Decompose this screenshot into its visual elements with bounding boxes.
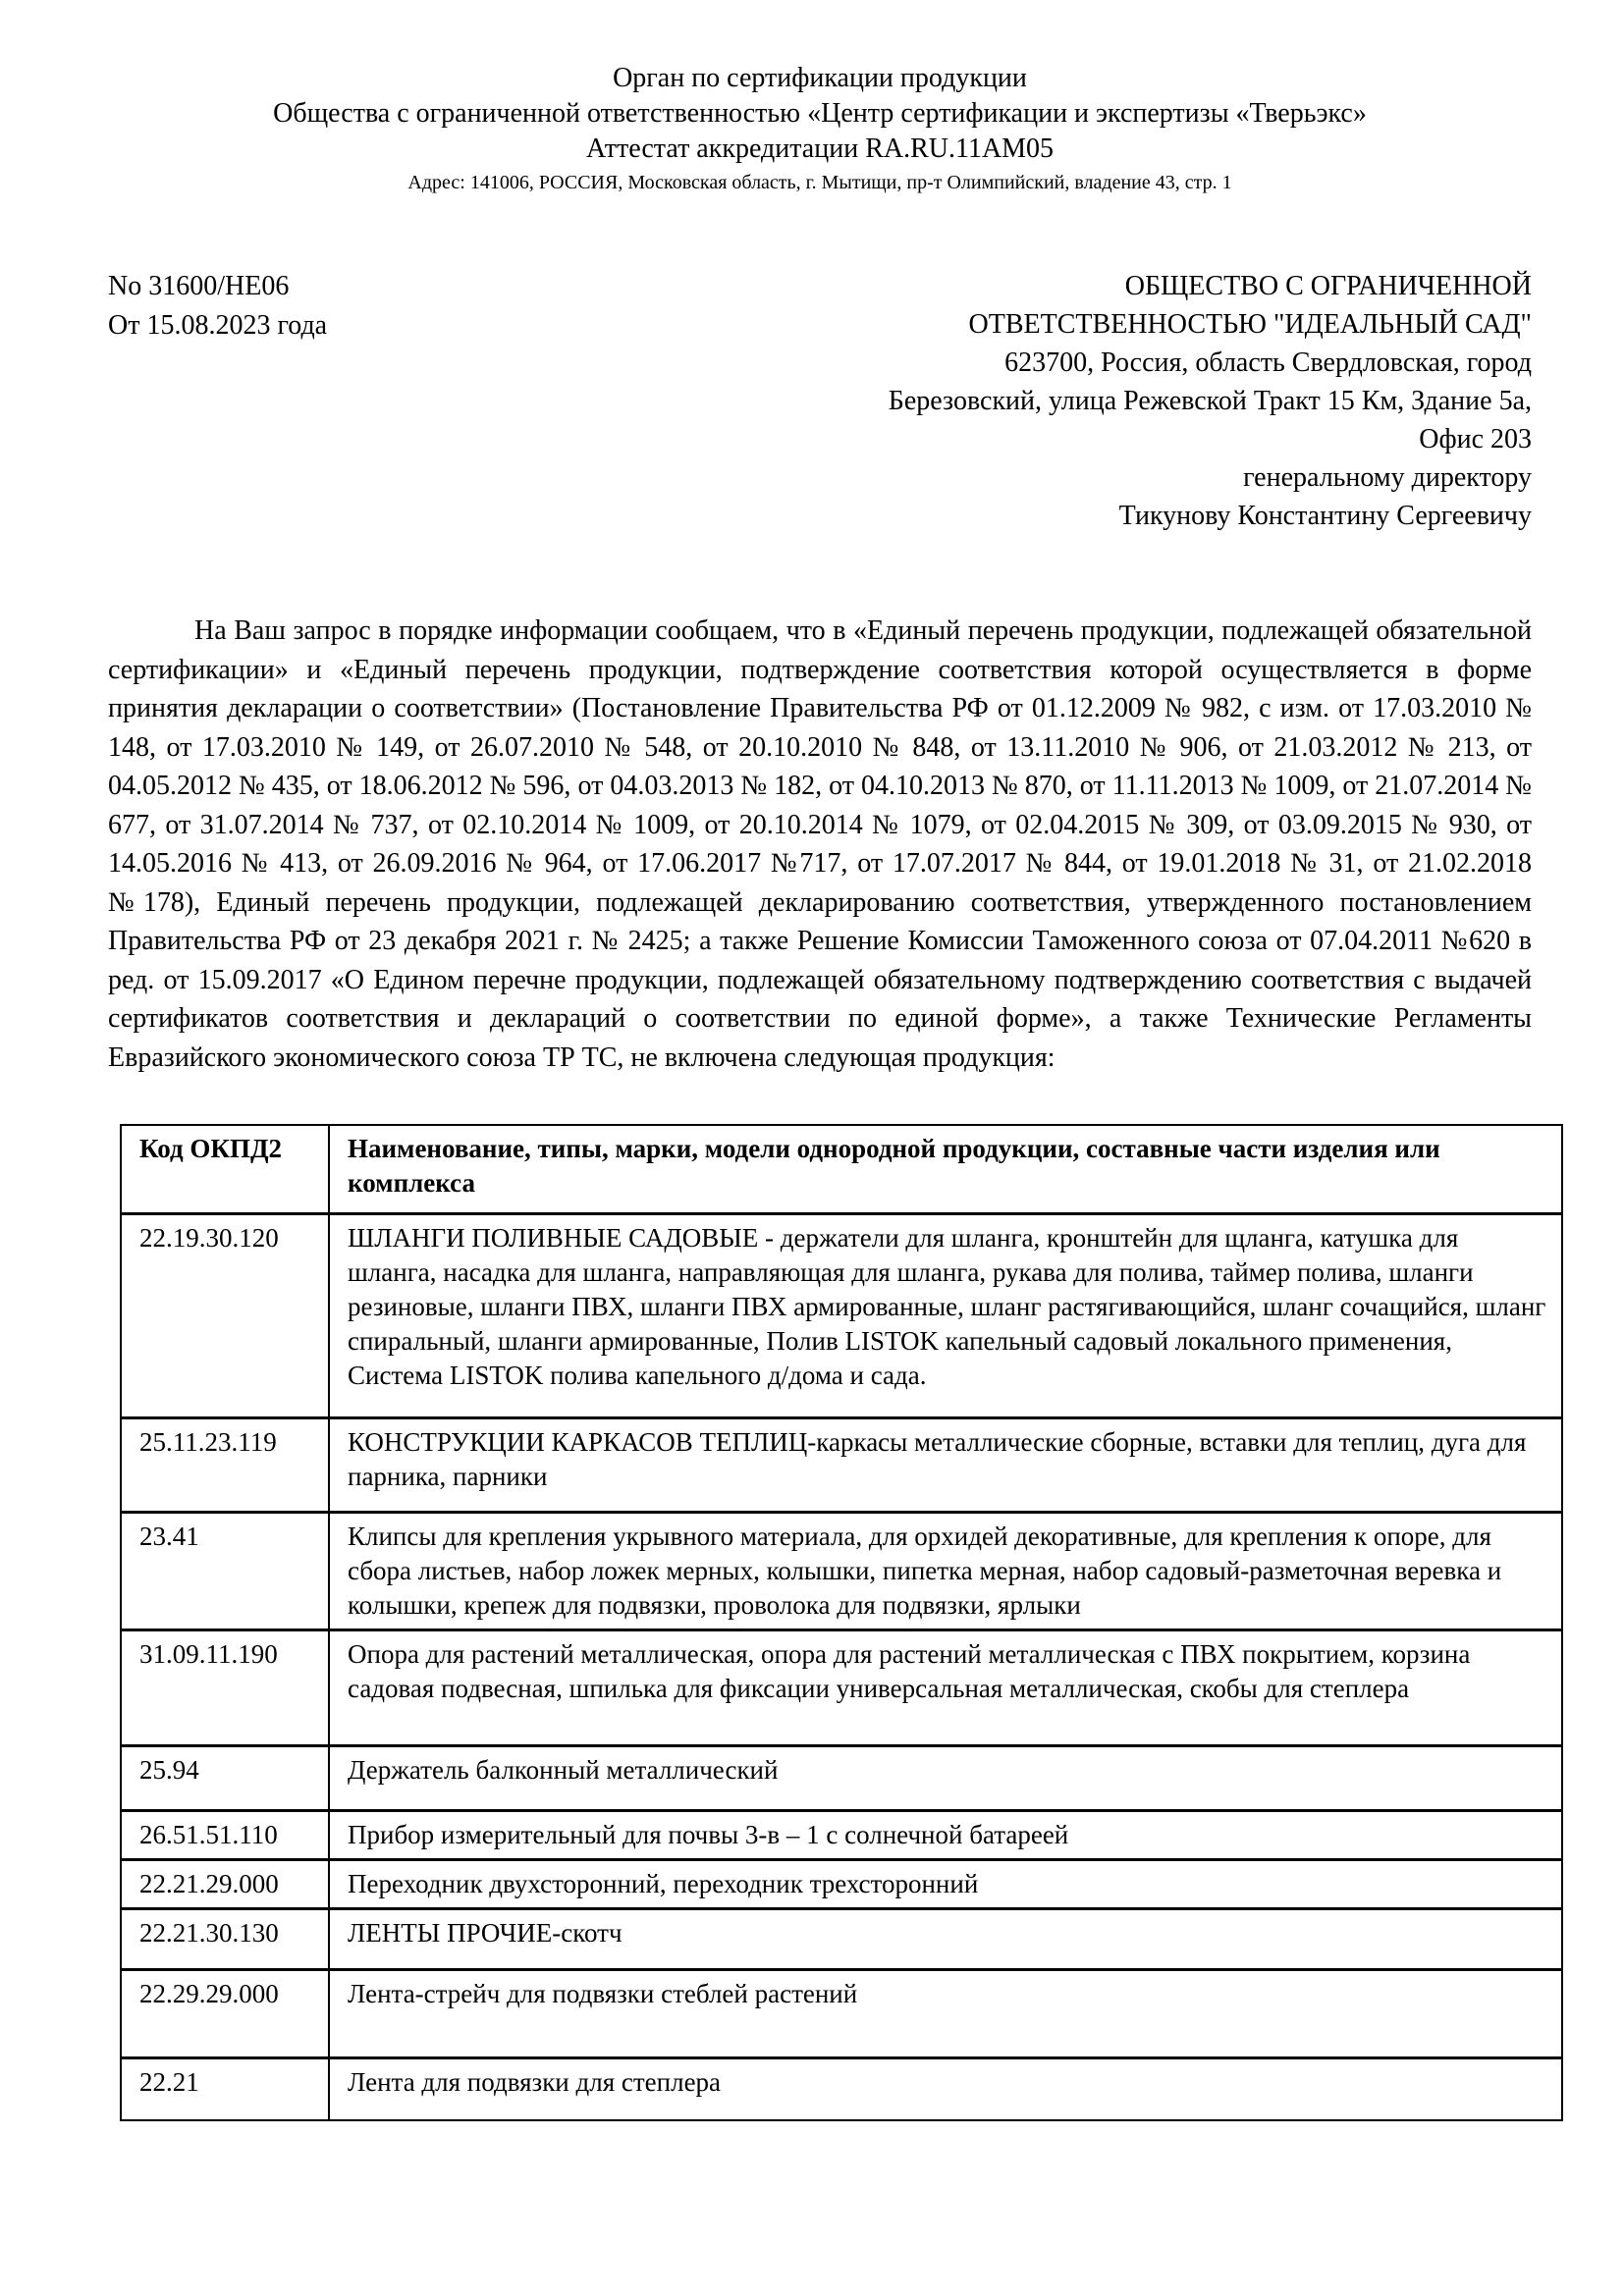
recipient-line: Тикунову Константину Сергеевичу bbox=[1118, 501, 1532, 531]
recipient-line: генеральному директору bbox=[1243, 462, 1532, 493]
row-desc: Переходник двухсторонний, переходник трехсторонний bbox=[329, 1859, 1562, 1908]
table-row bbox=[121, 1417, 1562, 1512]
table-row bbox=[121, 1969, 1562, 2057]
table-row bbox=[121, 1810, 1562, 1859]
row-code: 25.11.23.119 bbox=[121, 1417, 329, 1512]
table-row bbox=[121, 1629, 1562, 1745]
row-code: 22.21 bbox=[121, 2057, 329, 2120]
table-row bbox=[121, 1512, 1562, 1629]
products-table bbox=[120, 1124, 1563, 2121]
row-desc: Клипсы для крепления укрывного материала, для орхидей декоративные, для крепления к опоре, для сбора листьев, набор ложек мерных, колышки, пипетка мерная, набор садовый-разметочная веревка и колышки, крепеж для подвязки, проволока для подвязки, ярлыки bbox=[329, 1512, 1562, 1629]
reference-recipient-block bbox=[108, 267, 1532, 535]
row-desc: Прибор измерительный для почвы 3-в – 1 с солнечной батареей bbox=[329, 1810, 1562, 1859]
row-code: 22.29.29.000 bbox=[121, 1969, 329, 2057]
row-code: 26.51.51.110 bbox=[121, 1810, 329, 1859]
reference-block bbox=[108, 267, 327, 346]
table-row bbox=[121, 1213, 1562, 1417]
letter-number: No 31600/НЕ06 bbox=[108, 271, 290, 301]
letter-date: От 15.08.2023 года bbox=[108, 310, 328, 341]
row-desc: КОНСТРУКЦИИ КАРКАСОВ ТЕПЛИЦ-каркасы металлические сборные, вставки для теплиц, дуга для парника, парники bbox=[329, 1417, 1562, 1512]
letterhead-org-name: Общества с ограниченной ответственностью «Центр сертификации и экспертизы «Тверьэкс» bbox=[273, 98, 1367, 129]
row-desc: Лента для подвязки для степлера bbox=[329, 2057, 1562, 2120]
table-header-code: Код ОКПД2 bbox=[121, 1125, 329, 1213]
table-row bbox=[121, 1745, 1562, 1810]
row-desc: ЛЕНТЫ ПРОЧИЕ-скотч bbox=[329, 1908, 1562, 1969]
row-desc: Опора для растений металлическая, опора для растений металлическая с ПВХ покрытием, корзина садовая подвесная, шпилька для фиксации универсальная металлическая, скобы для степлера bbox=[329, 1629, 1562, 1745]
table-row bbox=[121, 1859, 1562, 1908]
row-desc: Держатель балконный металлический bbox=[329, 1745, 1562, 1810]
table-header-row bbox=[121, 1125, 1562, 1213]
table-row bbox=[121, 2057, 1562, 2120]
row-desc: ШЛАНГИ ПОЛИВНЫЕ САДОВЫЕ - держатели для шланга, кронштейн для щланга, катушка для шланга, насадка для шланга, направляющая для шланга, рукава для полива, таймер полива, шланги резиновые, шланги ПВХ, шланги ПВХ армированные, шланг растягивающийся, шланг сочащийся, шланг спиральный, шланги армированные, Полив LISTOK капельный садовый локального применения, Система LISTOK полива капельного д/дома и сада. bbox=[329, 1213, 1562, 1417]
row-code: 31.09.11.190 bbox=[121, 1629, 329, 1745]
row-code: 25.94 bbox=[121, 1745, 329, 1810]
recipient-line: Офис 203 bbox=[1419, 424, 1532, 454]
recipient-line: 623700, Россия, область Свердловская, город bbox=[1004, 347, 1532, 378]
recipient-line: ОТВЕТСТВЕННОСТЬЮ "ИДЕАЛЬНЫЙ САД" bbox=[968, 309, 1532, 340]
row-code: 22.21.30.130 bbox=[121, 1908, 329, 1969]
row-desc: Лента-стрейч для подвязки стеблей растений bbox=[329, 1969, 1562, 2057]
table-header-name: Наименование, типы, марки, модели однородной продукции, составные части изделия или комплекса bbox=[329, 1125, 1562, 1213]
recipient-line: Березовский, улица Режевской Тракт 15 Км, Здание 5а, bbox=[888, 386, 1532, 416]
row-code: 22.19.30.120 bbox=[121, 1213, 329, 1417]
letter-body-paragraph: На Ваш запрос в порядке информации сообщаем, что в «Единый перечень продукции, подлежащей обязательной сертификации» и «Единый перечень продукции, подтверждение соответствия которой осуществляется в форме принятия декларации о соответствии» (Постановление Правительства РФ от 01.12.2009 № 982, с изм. от 17.03.2010 № 148, от 17.03.2010 № 149, от 26.07.2010 № 548, от 20.10.2010 № 848, от 13.11.2010 № 906, от 21.03.2012 № 213, от 04.05.2012 № 435, от 18.06.2012 № 596, от 04.03.2013 № 182, от 04.10.2013 № 870, от 11.11.2013 № 1009, от 21.07.2014 № 677, от 31.07.2014 № 737, от 02.10.2014 № 1009, от 20.10.2014 № 1079, от 02.04.2015 № 309, от 03.09.2015 № 930, от 14.05.2016 № 413, от 26.09.2016 № 964, от 17.06.2017 №717, от 17.07.2017 № 844, от 19.01.2018 № 31, от 21.02.2018 №178), Единый перечень продукции, подлежащей декларированию соответствия, утвержденного постановлением Правительства РФ от 23 декабря 2021 г. № 2425; а также Решение Комиссии Таможенного союза от 07.04.2011 №620 в ред. от 15.09.2017 «О Едином перечне продукции, подлежащей обязательному подтверждению соответствия с выдачей сертификатов соответствия и деклараций о соответствии по единой форме», а также Технические Регламенты Евразийского экономического союза ТР ТС, не включена следующая продукция: bbox=[108, 615, 1532, 1073]
recipient-line: ОБЩЕСТВО С ОГРАНИЧЕННОЙ bbox=[1124, 271, 1532, 301]
row-code: 22.21.29.000 bbox=[121, 1859, 329, 1908]
recipient-block bbox=[889, 267, 1532, 535]
row-code: 23.41 bbox=[121, 1512, 329, 1629]
table-row bbox=[121, 1908, 1562, 1969]
letterhead-address: Адрес: 141006, РОССИЯ, Московская область, г. Мытищи, пр-т Олимпийский, владение 43, стр. 1 bbox=[407, 172, 1232, 193]
letterhead-org-type: Орган по сертификации продукции bbox=[613, 63, 1027, 93]
letterhead bbox=[108, 61, 1532, 196]
letterhead-accreditation: Аттестат аккредитации RA.RU.11АМ05 bbox=[585, 133, 1055, 164]
